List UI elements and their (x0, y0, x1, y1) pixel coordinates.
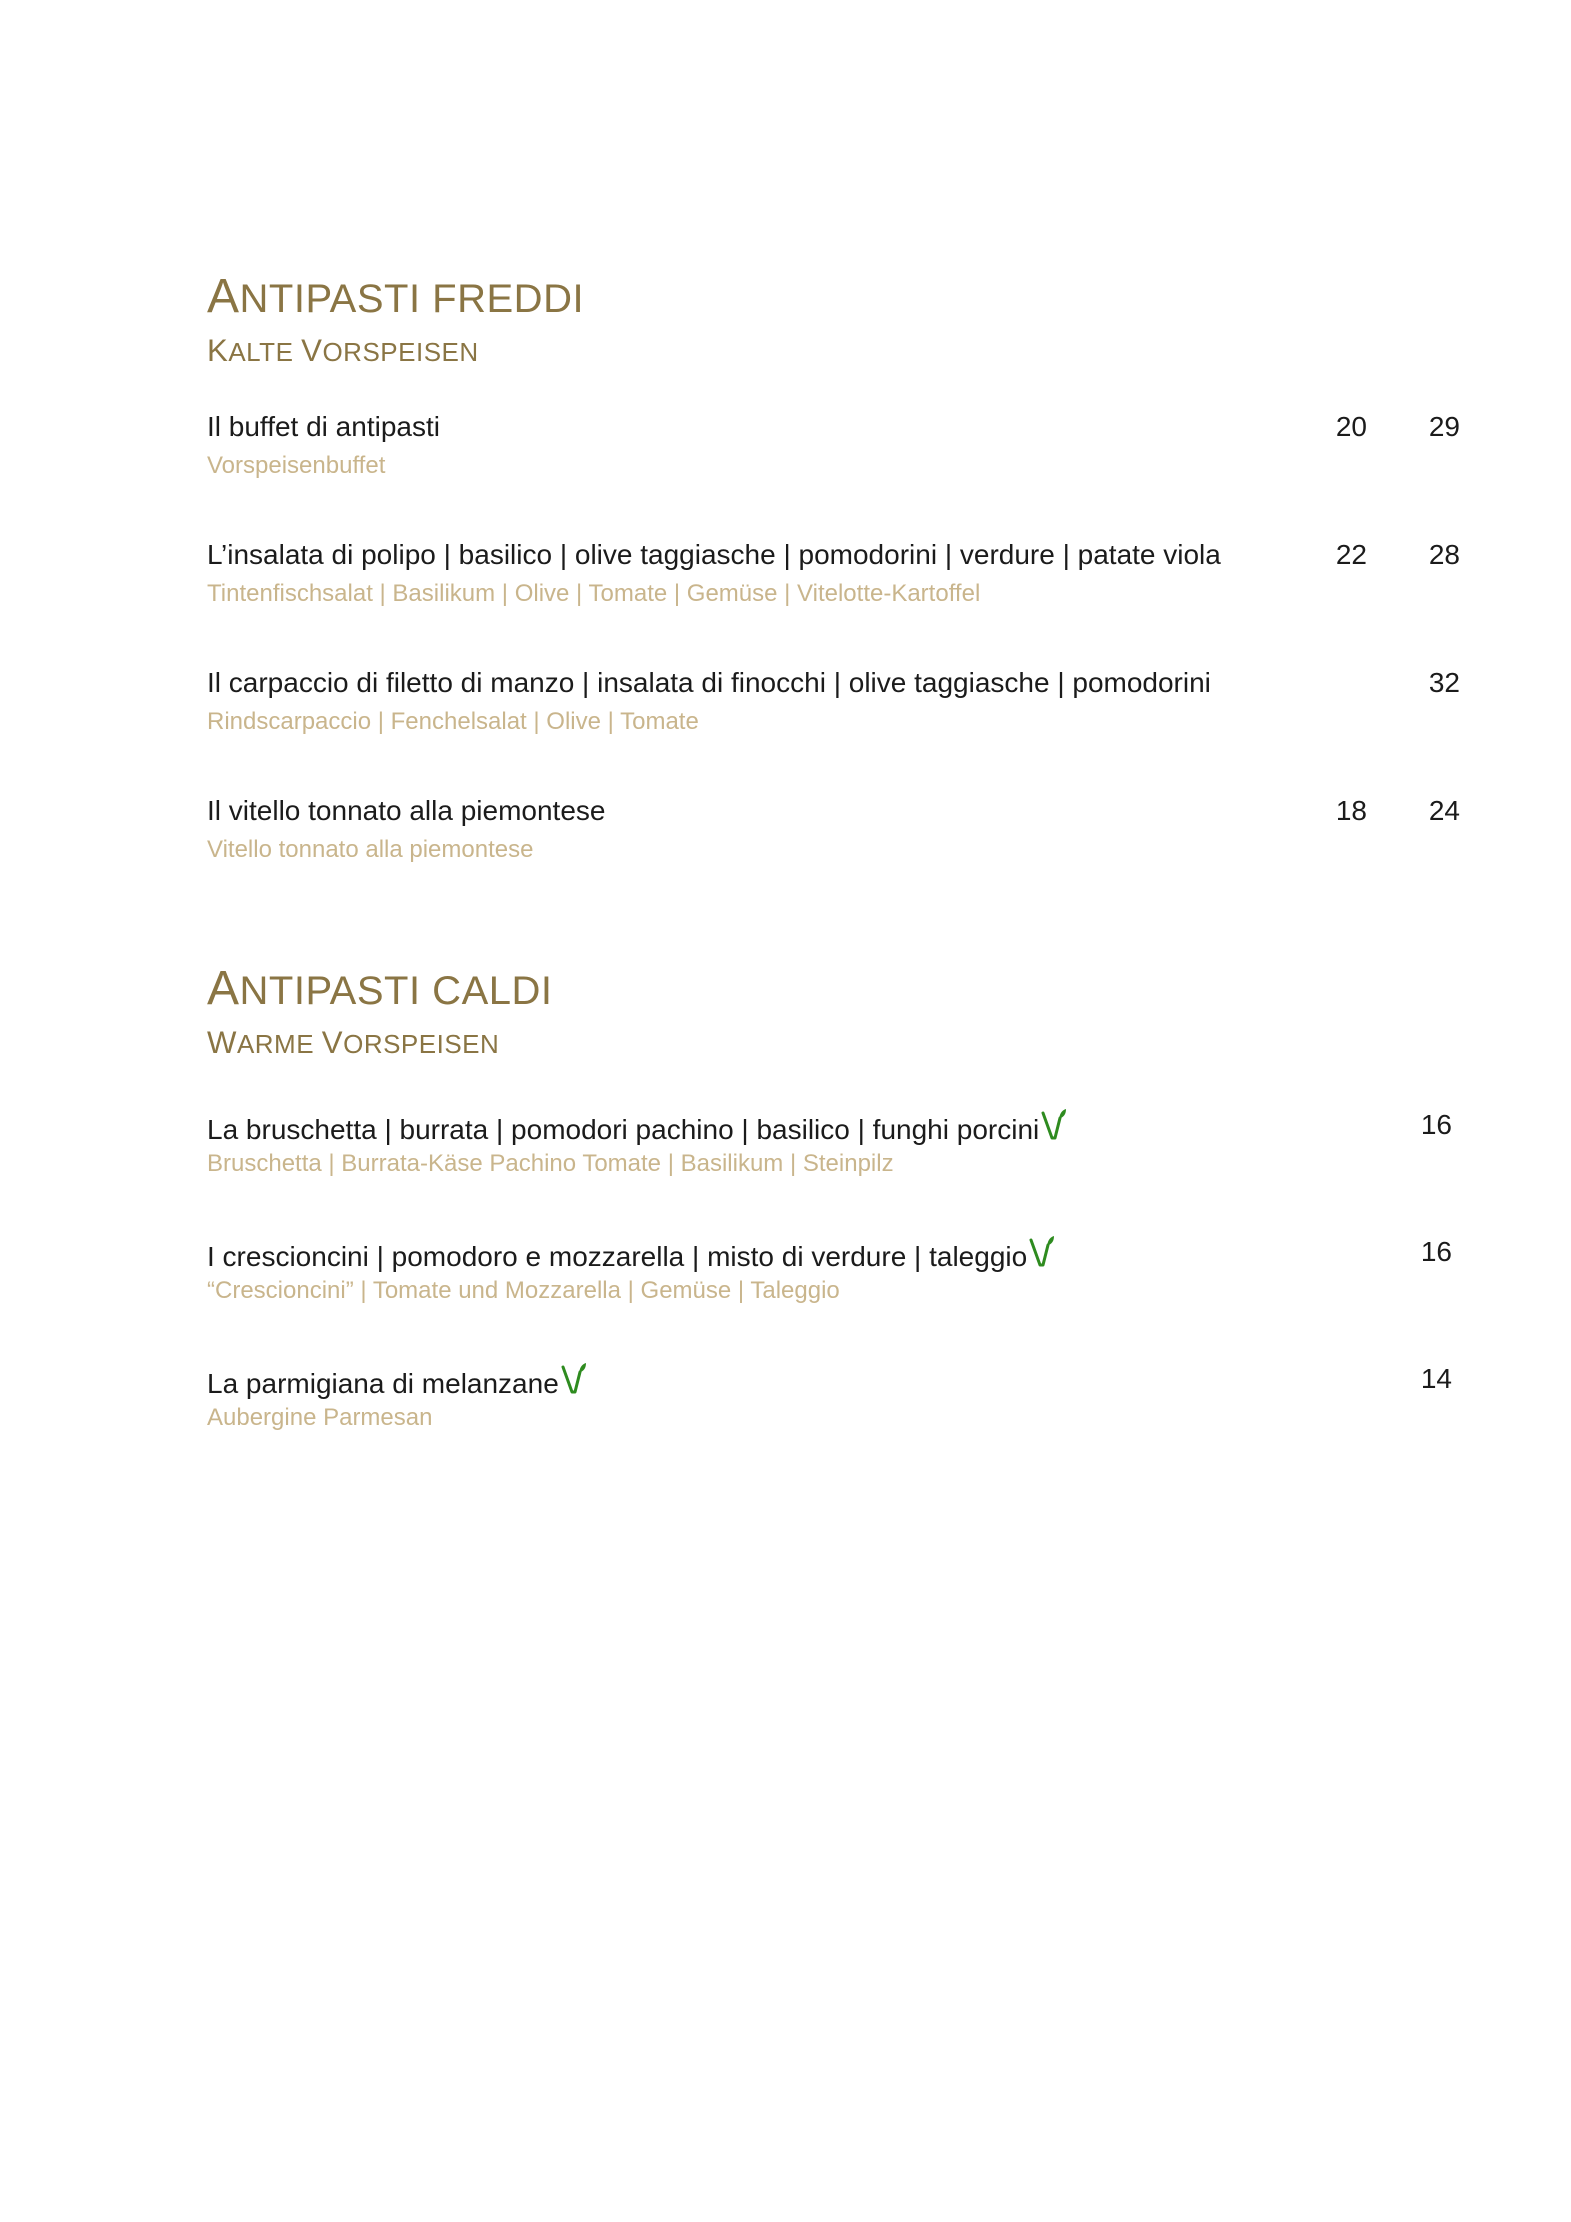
dish-name: La bruschetta | burrata | pomodori pachino | basilico | funghi porcini (207, 1114, 1040, 1145)
dish-name: Il vitello tonnato alla piemontese (207, 795, 606, 826)
price-large: 32 (1428, 667, 1460, 698)
menu-item (207, 537, 1467, 665)
dish-name: Il carpaccio di filetto di manzo | insalata di finocchi | olive taggiasche | pomodorini (207, 667, 1211, 698)
price-large: 24 (1428, 795, 1460, 826)
dish-translation: Bruschetta | Burrata-Käse Pachino Tomate | Basilikum | Steinpilz (207, 1150, 894, 1177)
menu-items (207, 409, 1467, 921)
dish-translation: “Crescioncini” | Tomate und Mozzarella | Gemüse | Taleggio (207, 1277, 840, 1304)
dish-name: La parmigiana di melanzane (207, 1368, 559, 1399)
section-subtitle: KALTE VORSPEISEN (207, 333, 479, 368)
price: 14 (1420, 1363, 1452, 1394)
section-antipasti-freddi (207, 272, 1467, 921)
dish-name-row (207, 1361, 587, 1404)
dish-translation: Vorspeisenbuffet (207, 452, 386, 479)
vegetarian-leaf-icon (561, 1361, 587, 1404)
vegetarian-leaf-icon (1041, 1107, 1067, 1150)
menu-item (207, 1107, 1467, 1234)
price-small: 18 (1335, 795, 1367, 826)
menu-item (207, 409, 1467, 537)
dish-name-row (207, 1107, 1067, 1150)
menu-item (207, 665, 1467, 793)
section-title: ANTIPASTI CALDI (207, 962, 553, 1015)
menu-item (207, 793, 1467, 921)
dish-translation: Aubergine Parmesan (207, 1404, 433, 1431)
price: 16 (1420, 1109, 1452, 1140)
section-subtitle: WARME VORSPEISEN (207, 1025, 500, 1060)
section-antipasti-caldi (207, 964, 1467, 1488)
menu-item (207, 1361, 1467, 1488)
price-small: 22 (1335, 539, 1367, 570)
dish-translation: Tintenfischsalat | Basilikum | Olive | Tomate | Gemüse | Vitelotte-Kartoffel (207, 580, 981, 607)
dish-name: L’insalata di polipo | basilico | olive taggiasche | pomodorini | verdure | patate viola (207, 539, 1221, 570)
dish-translation: Vitello tonnato alla piemontese (207, 836, 534, 863)
price: 16 (1420, 1236, 1452, 1267)
dish-name: I crescioncini | pomodoro e mozzarella | misto di verdure | taleggio (207, 1241, 1028, 1272)
menu-item (207, 1234, 1467, 1361)
price-large: 29 (1428, 411, 1460, 442)
price-large: 28 (1428, 539, 1460, 570)
price-small: 20 (1335, 411, 1367, 442)
vegetarian-leaf-icon (1029, 1234, 1055, 1277)
menu-items (207, 1107, 1467, 1488)
dish-name-row (207, 1234, 1055, 1277)
dish-name: Il buffet di antipasti (207, 411, 440, 442)
section-title: ANTIPASTI FREDDI (207, 270, 585, 323)
dish-translation: Rindscarpaccio | Fenchelsalat | Olive | Tomate (207, 708, 699, 735)
